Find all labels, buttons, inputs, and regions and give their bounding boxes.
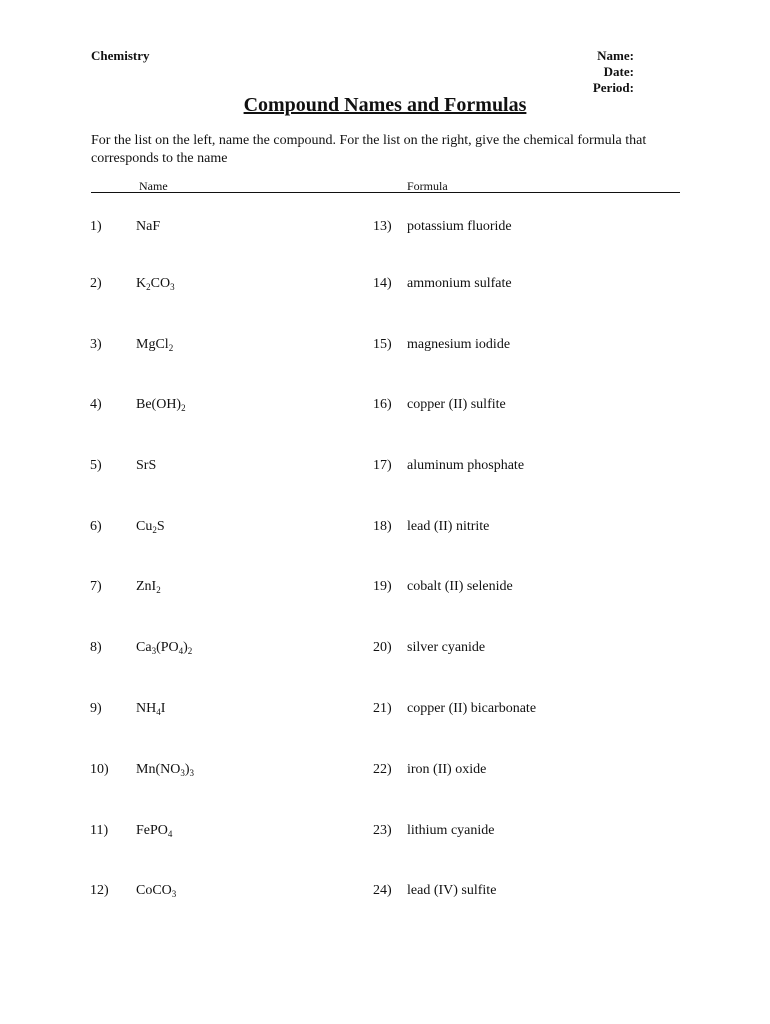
period-label: Period: xyxy=(592,80,634,95)
compound-formula xyxy=(136,579,161,595)
formula-text: FePO xyxy=(136,823,168,838)
compound-name: copper (II) sulfite xyxy=(407,397,506,412)
question-number: 21) xyxy=(373,701,392,716)
instructions: For the list on the left, name the compound. For the list on the right, give the chemical formula that corresponds to the name xyxy=(91,133,647,166)
question-number: 12) xyxy=(90,883,109,898)
compound-formula xyxy=(136,337,173,353)
question-number: 3) xyxy=(90,337,102,352)
formula-text: CoCO xyxy=(136,883,172,898)
question-number: 17) xyxy=(373,458,392,473)
formula-text: (PO xyxy=(156,640,179,655)
compound-name: aluminum phosphate xyxy=(407,458,525,473)
formula-text: I xyxy=(160,701,166,716)
column-header-name: Name xyxy=(139,179,168,193)
compound-name: iron (II) oxide xyxy=(407,762,487,777)
formula-text: ) xyxy=(183,640,188,655)
course-label: Chemistry xyxy=(91,48,150,63)
formula-text: MgCl xyxy=(136,337,169,352)
question-number: 18) xyxy=(373,519,392,534)
compound-formula xyxy=(136,519,165,535)
compound-name: lead (II) nitrite xyxy=(407,519,490,534)
question-number: 4) xyxy=(90,397,102,412)
compound-formula xyxy=(136,640,192,656)
formula-text: S xyxy=(156,519,165,534)
formula-subscript: 3 xyxy=(170,282,175,292)
formula-subscript: 4 xyxy=(156,707,161,717)
page-title: Compound Names and Formulas xyxy=(243,94,527,116)
formula-subscript: 3 xyxy=(180,768,185,778)
name-label: Name: xyxy=(597,48,634,63)
formula-text: Cu xyxy=(136,519,153,534)
compound-name: magnesium iodide xyxy=(407,337,511,352)
student-info-block xyxy=(560,48,634,96)
question-number: 15) xyxy=(373,337,392,352)
formula-text: Mn(NO xyxy=(136,762,181,777)
compound-name: lead (IV) sulfite xyxy=(407,883,497,898)
compound-name: ammonium sulfate xyxy=(407,276,512,291)
formula-subscript: 2 xyxy=(181,403,186,413)
formula-text: K xyxy=(136,276,147,291)
question-number: 11) xyxy=(90,823,109,838)
question-number: 13) xyxy=(373,219,392,234)
compound-formula xyxy=(136,883,176,899)
formula-text: ) xyxy=(184,762,190,777)
compound-formula xyxy=(136,219,160,235)
header-divider xyxy=(91,192,680,193)
formula-text: Be(OH) xyxy=(136,397,182,412)
question-number: 24) xyxy=(373,883,392,898)
question-number: 9) xyxy=(90,701,102,716)
question-number: 19) xyxy=(373,579,392,594)
compound-name: cobalt (II) selenide xyxy=(407,579,513,594)
formula-text: ZnI xyxy=(136,579,157,594)
formula-text: SrS xyxy=(136,458,157,473)
question-number: 5) xyxy=(90,458,102,473)
compound-formula xyxy=(136,276,175,292)
compound-name: lithium cyanide xyxy=(407,823,495,838)
compound-formula xyxy=(136,397,186,413)
formula-subscript: 4 xyxy=(167,829,173,839)
question-number: 2) xyxy=(90,276,102,291)
formula-subscript: 2 xyxy=(146,282,151,292)
question-number: 8) xyxy=(90,640,102,655)
formula-text: CO xyxy=(150,276,171,291)
formula-subscript: 2 xyxy=(187,646,193,656)
question-number: 16) xyxy=(373,397,392,412)
question-number: 14) xyxy=(373,276,392,291)
formula-subscript: 3 xyxy=(151,646,157,656)
formula-text: Ca xyxy=(136,640,152,655)
formula-subscript: 3 xyxy=(189,768,195,778)
question-number: 23) xyxy=(373,823,392,838)
compound-name: silver cyanide xyxy=(407,640,486,655)
formula-subscript: 3 xyxy=(171,889,177,899)
question-number: 1) xyxy=(90,219,102,234)
question-number: 22) xyxy=(373,762,392,777)
compound-formula xyxy=(136,762,194,778)
formula-subscript: 2 xyxy=(152,525,157,535)
compound-formula xyxy=(136,823,172,839)
date-label: Date: xyxy=(603,64,634,79)
compound-name: potassium fluoride xyxy=(407,219,512,234)
formula-subscript: 4 xyxy=(178,646,184,656)
formula-subscript: 2 xyxy=(156,585,161,595)
formula-subscript: 2 xyxy=(168,343,174,353)
compound-formula xyxy=(136,701,165,717)
formula-text: NaF xyxy=(136,219,161,234)
question-number: 7) xyxy=(90,579,102,594)
compound-formula xyxy=(136,458,156,474)
formula-text: NH xyxy=(136,701,157,716)
column-header-formula: Formula xyxy=(407,179,448,193)
question-number: 6) xyxy=(90,519,102,534)
question-number: 20) xyxy=(373,640,392,655)
question-number: 10) xyxy=(90,762,109,777)
compound-name: copper (II) bicarbonate xyxy=(407,701,537,716)
